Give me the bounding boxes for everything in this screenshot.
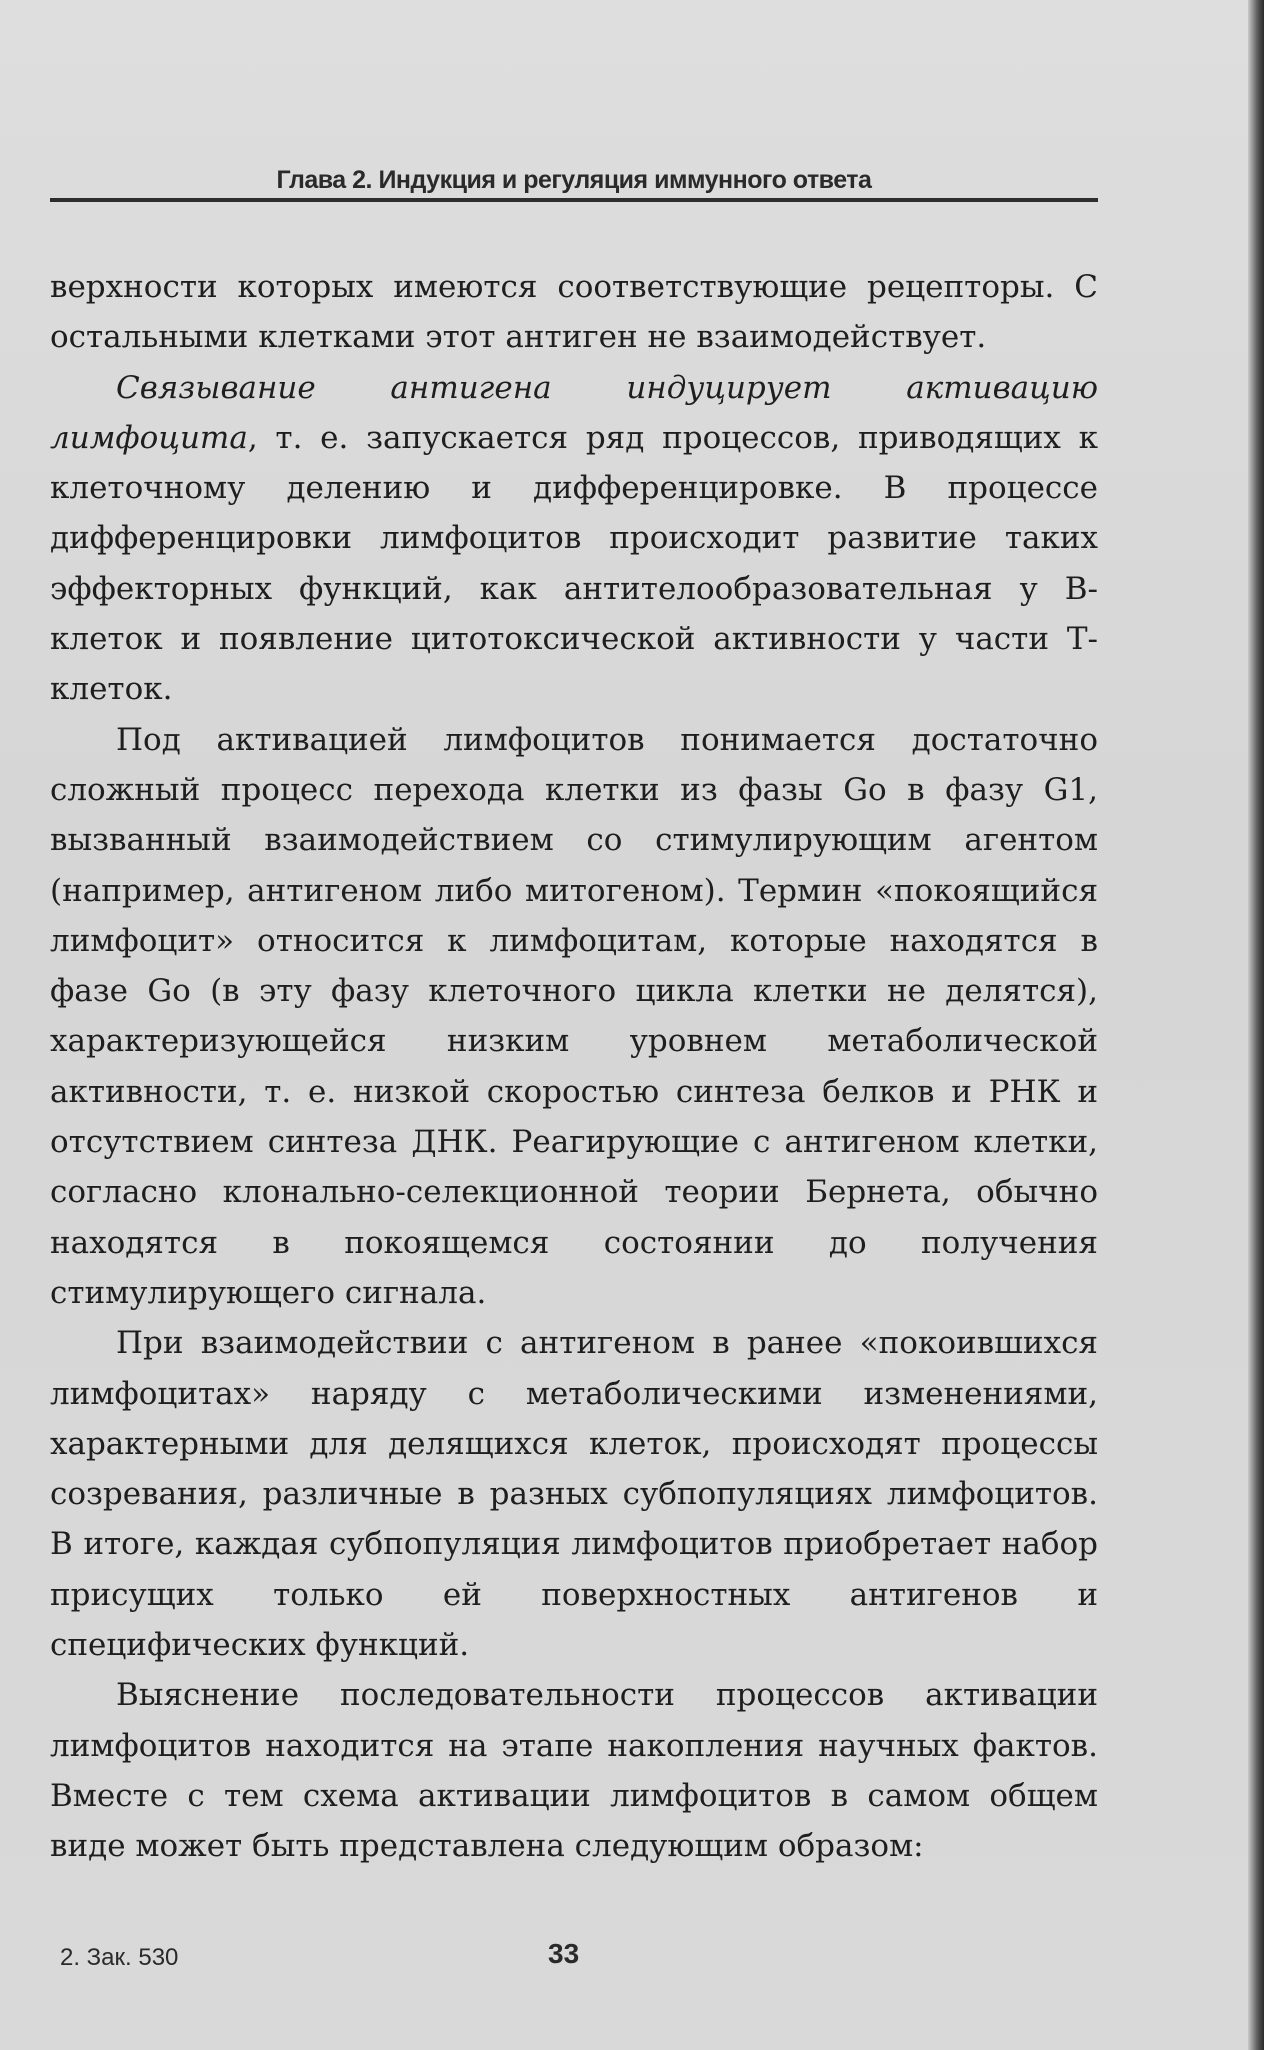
paragraph-3-text: Под активацией лимфоцитов понимается достаточно сложный процесс перехода клетки из фазы Go в фазу G1, вызванный взаимодействием со стимулирующим агентом (например, антигеном либо митогеном). Термин «покоящийся лимфоцит» относится к лимфоцитам, которые находятся в фазе Go (в эту фазу клеточного цикла клетки не делятся), характеризующейся низким уровнем метаболической активности, т. е. низкой скоростью синтеза белков и РНК и отсутствием синтеза ДНК. Реагирующие с антигеном клетки, согласно клонально-селекционной теории Бернета, обычно находятся в покоящемся состоянии до получения стимулирующего сигнала.	[50, 721, 1098, 1311]
paragraph-2	[50, 363, 1098, 715]
page-number: 33	[548, 1938, 580, 1969]
paragraph-2-italic-lead: Связывание антигена индуцирует активацию лимфоцита	[50, 369, 1098, 456]
paragraph-4	[50, 1318, 1098, 1670]
running-head: Глава 2. Индукция и регуляция иммунного ответа	[276, 166, 872, 194]
printer-signature: 2. Зак. 530	[60, 1944, 179, 1971]
paragraph-1	[50, 262, 1098, 363]
page-edge-shadow	[1248, 0, 1264, 2050]
paragraph-3	[50, 715, 1098, 1319]
paragraph-5	[50, 1670, 1098, 1871]
paragraph-2-text: , т. е. запускается ряд процессов, приводящих к клеточному делению и дифференцировке. В процессе дифференцировки лимфоцитов происходит развитие таких эффекторных функций, как антителообразовательная у В-клеток и появление цитотоксической активности у части Т-клеток.	[50, 419, 1098, 708]
header-rule	[50, 198, 1098, 202]
paragraph-4-text: При взаимодействии с антигеном в ранее «покоившихся лимфоцитах» наряду с метаболическими изменениями, характерными для делящихся клеток, происходят процессы созревания, различные в разных субпопуляциях лимфоцитов. В итоге, каждая субпопуляция лимфоцитов приобретает набор присущих только ей поверхностных антигенов и специфических функций.	[50, 1325, 1098, 1664]
body-text	[50, 262, 1098, 1872]
paragraph-5-text: Выяснение последовательности процессов активации лимфоцитов находится на этапе накопления научных фактов. Вместе с тем схема активации лимфоцитов в самом общем виде может быть представлена следующим образом:	[50, 1677, 1098, 1865]
paragraph-1-text: верхности которых имеются соответствующие рецепторы. С остальными клетками этот антиген не взаимодействует.	[50, 269, 1098, 356]
